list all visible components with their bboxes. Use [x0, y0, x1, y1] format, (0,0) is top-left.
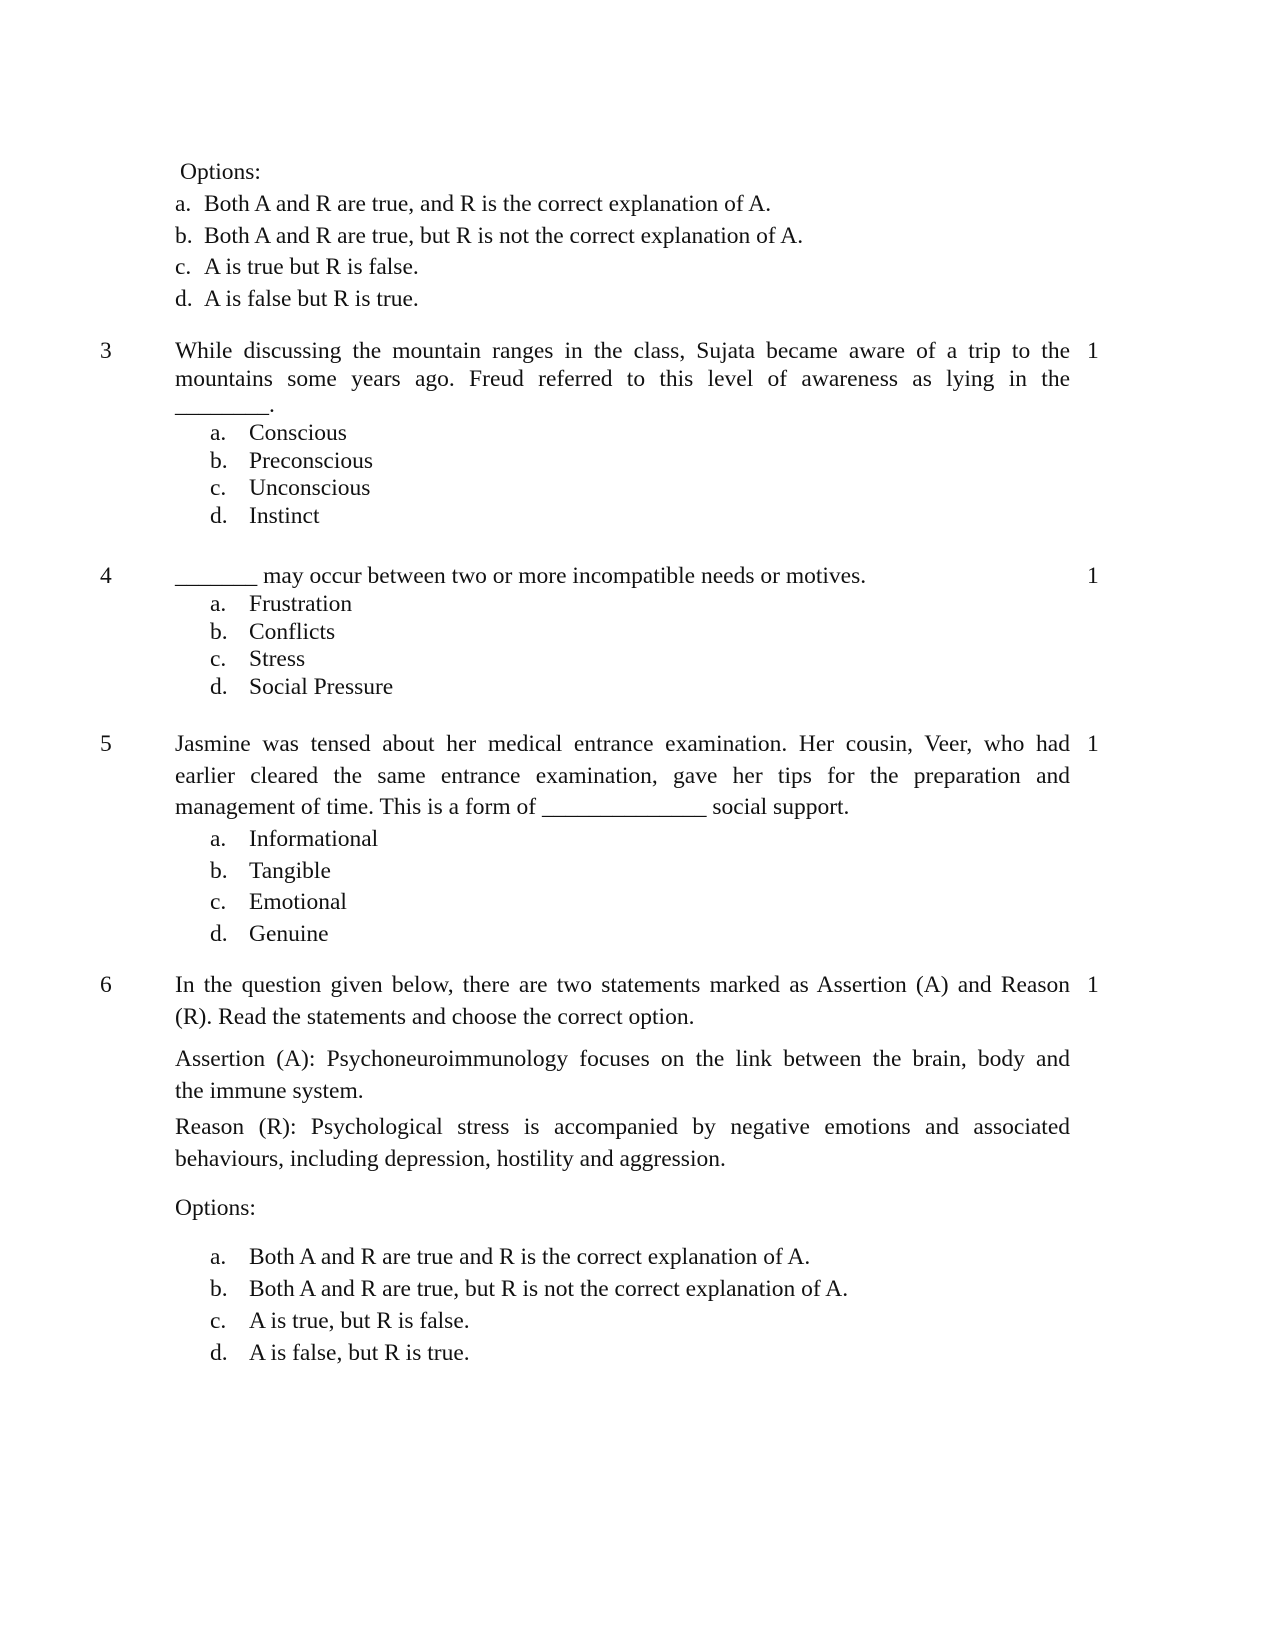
option-letter: a.: [210, 1244, 227, 1270]
option-text: Unconscious: [249, 475, 371, 501]
option-text: A is false, but R is true.: [249, 1340, 470, 1366]
option-text: Conscious: [249, 420, 347, 446]
option-text: Both A and R are true, but R is not the correct explanation of A.: [204, 223, 804, 249]
option-text: Informational: [249, 826, 379, 852]
option-letter: c.: [210, 475, 227, 501]
option-text: Stress: [249, 646, 306, 672]
option-text: Conflicts: [249, 619, 336, 645]
option-letter: d.: [210, 921, 228, 947]
option-letter: c.: [175, 254, 192, 280]
option-letter: d.: [210, 1340, 228, 1366]
option-text: Emotional: [249, 889, 347, 915]
option-text: Preconscious: [249, 448, 374, 474]
option-letter: c.: [210, 889, 227, 915]
option-letter: b.: [210, 858, 228, 884]
option-text: Both A and R are true, but R is not the correct explanation of A.: [249, 1276, 849, 1302]
option-text: Instinct: [249, 503, 320, 529]
question-text-line: (R). Read the statements and choose the correct option.: [175, 1004, 695, 1030]
option-letter: d.: [210, 674, 228, 700]
option-text: Social Pressure: [249, 674, 394, 700]
question-text-line: Jasmine was tensed about her medical entrance examination. Her cousin, Veer, who had: [175, 731, 1070, 757]
question-text-line: mountains some years ago. Freud referred to this level of awareness as lying in the: [175, 366, 1070, 392]
option-letter: d.: [175, 286, 193, 312]
option-letter: b.: [175, 223, 193, 249]
question-number: 3: [100, 338, 112, 364]
option-letter: a.: [210, 591, 227, 617]
option-text: Both A and R are true, and R is the correct explanation of A.: [204, 191, 772, 217]
question-text-line: In the question given below, there are two statements marked as Assertion (A) and Reason: [175, 972, 1070, 998]
option-text: A is true, but R is false.: [249, 1308, 470, 1334]
question-text-line: While discussing the mountain ranges in the class, Sujata became aware of a trip to the: [175, 338, 1070, 364]
question-text-line: _______ may occur between two or more incompatible needs or motives.: [175, 563, 867, 589]
option-text: A is true but R is false.: [204, 254, 419, 280]
option-letter: b.: [210, 448, 228, 474]
question-text-line: management of time. This is a form of ______________ social support.: [175, 794, 850, 820]
assertion-line: the immune system.: [175, 1078, 364, 1104]
option-letter: c.: [210, 1308, 227, 1334]
option-letter: a.: [210, 826, 227, 852]
option-letter: b.: [210, 619, 228, 645]
question-text-line: ________.: [175, 392, 275, 418]
reason-line: behaviours, including depression, hostility and aggression.: [175, 1146, 726, 1172]
assertion-line: Assertion (A): Psychoneuroimmunology focuses on the link between the brain, body and: [175, 1046, 1070, 1072]
option-letter: c.: [210, 646, 227, 672]
question-marks: 1: [1087, 731, 1099, 757]
options-label: Options:: [175, 1195, 256, 1221]
question-number: 5: [100, 731, 112, 757]
option-letter: b.: [210, 1276, 228, 1302]
option-text: Both A and R are true and R is the correct explanation of A.: [249, 1244, 811, 1270]
option-letter: d.: [210, 503, 228, 529]
question-marks: 1: [1087, 338, 1099, 364]
option-letter: a.: [210, 420, 227, 446]
option-text: Frustration: [249, 591, 353, 617]
question-marks: 1: [1087, 972, 1099, 998]
question-number: 6: [100, 972, 112, 998]
option-text: A is false but R is true.: [204, 286, 419, 312]
question-marks: 1: [1087, 563, 1099, 589]
question-number: 4: [100, 563, 112, 589]
option-text: Genuine: [249, 921, 329, 947]
options-label: Options:: [180, 159, 261, 185]
option-letter: a.: [175, 191, 192, 217]
reason-line: Reason (R): Psychological stress is accompanied by negative emotions and associated: [175, 1114, 1070, 1140]
question-text-line: earlier cleared the same entrance examination, gave her tips for the preparation and: [175, 763, 1070, 789]
option-text: Tangible: [249, 858, 331, 884]
